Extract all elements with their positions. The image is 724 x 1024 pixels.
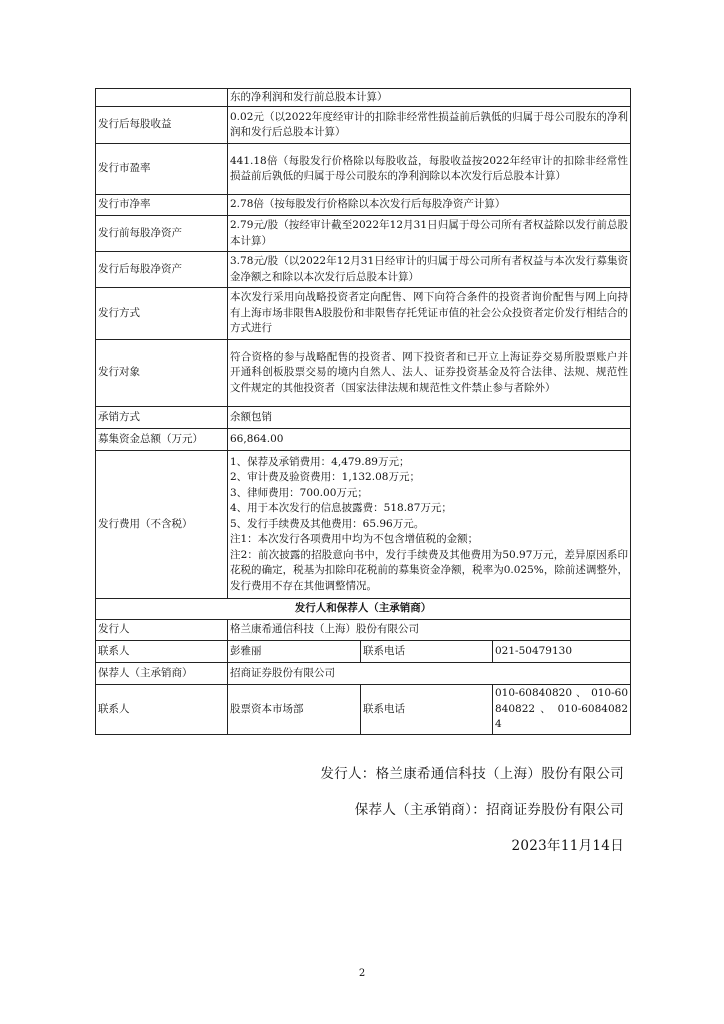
row-label	[96, 89, 228, 107]
row-label: 发行市净率	[96, 195, 228, 216]
fees-label: 发行费用（不含税）	[96, 451, 228, 599]
row-label: 发行后每股收益	[96, 107, 228, 144]
table-row	[96, 252, 631, 288]
row-value: 441.18倍（每股发行价格除以每股收益，每股收益按2022年经审计的扣除非经常性损益前后孰低的归属于母公司股东的净利润除以本次发行后总股本计算）	[228, 144, 631, 195]
row-label: 发行对象	[96, 340, 228, 407]
fees-row	[96, 451, 631, 599]
row-value: 3.78元/股（以2022年12月31日经审计的归属于母公司所有者权益与本次发行募集资金净额之和除以本次发行后总股本计算）	[228, 252, 631, 288]
row-label: 承销方式	[96, 407, 228, 429]
contact-name: 股票资本市场部	[228, 685, 361, 735]
issuer-value: 格兰康希通信科技（上海）股份有限公司	[228, 620, 631, 641]
phone-value: 010-60840820 、 010-60840822 、 010-60840824	[493, 685, 631, 735]
contact-label: 联系人	[96, 641, 228, 663]
fee-line: 4、用于本次发行的信息披露费：518.87万元；	[230, 502, 452, 515]
sponsor-row	[96, 663, 631, 685]
section-header-row	[96, 599, 631, 620]
fee-line: 2、审计费及验资费用：1,132.08万元；	[230, 471, 420, 484]
fee-note: 注1：本次发行各项费用中均为不包含增值税的金额；	[230, 533, 479, 546]
row-value: 66,864.00	[228, 429, 631, 451]
phone-label: 联系电话	[361, 685, 493, 735]
contact-label: 联系人	[96, 685, 228, 735]
phone-value: 021-50479130	[493, 641, 631, 663]
fee-line: 5、发行手续费及其他费用：65.96万元。	[230, 517, 425, 530]
table-row	[96, 288, 631, 340]
row-label: 发行市盈率	[96, 144, 228, 195]
row-value: 符合资格的参与战略配售的投资者、网下投资者和已开立上海证券交易所股票账户并开通科创板股票交易的境内自然人、法人、证券投资基金及符合法律、法规、规范性文件规定的其他投资者（国家法律法规和规范性文件禁止参与者除外）	[228, 340, 631, 407]
sponsor-value: 招商证券股份有限公司	[228, 663, 631, 685]
row-value: 2.79元/股（按经审计截至2022年12月31日归属于母公司所有者权益除以发行前总股本计算）	[228, 216, 631, 252]
row-label: 发行方式	[96, 288, 228, 340]
row-value: 东的净利润和发行前总股本计算）	[228, 89, 631, 107]
section-title: 发行人和保荐人（主承销商）	[96, 599, 631, 620]
row-label: 发行后每股净资产	[96, 252, 228, 288]
table-row	[96, 407, 631, 429]
row-label: 募集资金总额（万元）	[96, 429, 228, 451]
row-value: 本次发行采用向战略投资者定向配售、网下向符合条件的投资者询价配售与网上向持有上海市场非限售A股股份和非限售存托凭证市值的社会公众投资者定价发行相结合的方式进行	[228, 288, 631, 340]
page-number: 2	[358, 968, 366, 979]
table-row	[96, 195, 631, 216]
sponsor-label: 保荐人（主承销商）	[96, 663, 228, 685]
phone-label: 联系电话	[361, 641, 493, 663]
fee-line: 1、保荐及承销费用：4,479.89万元；	[230, 455, 410, 468]
fee-note: 注2：前次披露的招股意向书中，发行手续费及其他费用为50.97万元，差异原因系印花税的确定，税基为扣除印花税前的募集资金净额，税率为0.025%，除前述调整外，发行费用不存在其他调整情况。	[230, 548, 629, 592]
row-value: 0.02元（以2022年度经审计的扣除非经常性损益前后孰低的归属于母公司股东的净利润和发行后总股本计算）	[228, 107, 631, 144]
issuer-signature: 发行人：格兰康希通信科技（上海）股份有限公司	[320, 766, 624, 782]
table-row	[96, 340, 631, 407]
fee-line: 3、律师费用：700.00万元；	[230, 486, 368, 499]
row-value: 2.78倍（按每股发行价格除以本次发行后每股净资产计算）	[228, 195, 631, 216]
signature-date: 2023年11月14日	[511, 838, 624, 854]
issuer-contact-row	[96, 641, 631, 663]
table-row	[96, 429, 631, 451]
sponsor-signature: 保荐人（主承销商）：招商证券股份有限公司	[354, 802, 624, 818]
table-row	[96, 216, 631, 252]
offering-info-table	[95, 88, 631, 735]
contact-name: 彭雅丽	[228, 641, 361, 663]
table-row	[96, 89, 631, 107]
row-value: 余额包销	[228, 407, 631, 429]
issuer-row	[96, 620, 631, 641]
issuer-label: 发行人	[96, 620, 228, 641]
fees-value	[228, 451, 631, 599]
row-label: 发行前每股净资产	[96, 216, 228, 252]
table-row	[96, 107, 631, 144]
sponsor-contact-row	[96, 685, 631, 735]
table-row	[96, 144, 631, 195]
